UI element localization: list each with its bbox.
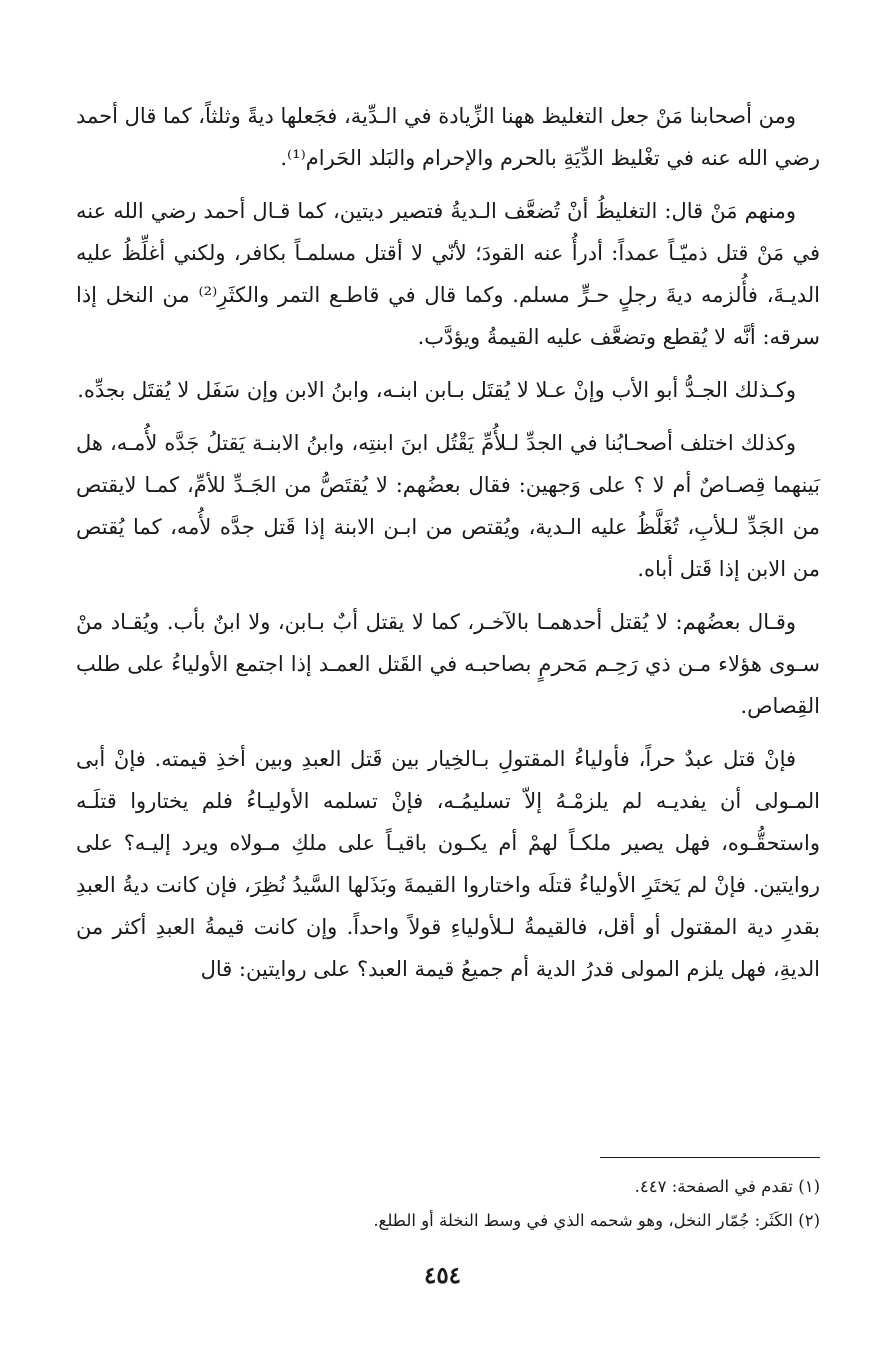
footnotes (76, 1170, 820, 1238)
paragraph-6: فإنْ قتل عبدٌ حراً، فأولياءُ المقتولِ بـالخِيار بين قَتل العبدِ وبين أخذِ قيمته. فإنْ أبى المـولى أن يفديـه لم يلزمْـهُ إلاّ تسليمُـه، فإنْ تسلمه الأوليـاءُ فلم يختاروا قتلَـه واستحقُّـوه، فهل يصير ملكـاً لهمْ أم يكـون باقيـاً على ملكِ مـولاه ويرد إليـه؟ على روايتين. فإنْ لم يَختَرِ الأولياءُ قتلَه واختاروا القيمةَ وبَذَلها السَّيدُ نُظِرَ، فإن كانت ديةُ العبدِ بقدرِ دية المقتول أو أقل، فالقيمةُ لـلأولياءِ قولاً واحداً. وإن كانت قيمةُ العبدِ أكثر من الديةِ، فهل يلزم المولى قدرُ الدية أم جميعُ قيمة العبد؟ على روايتين: قال (76, 747, 820, 981)
footnote-divider (600, 1157, 820, 1158)
footnote-2: (٢) الكَثَر: جُمّار النخل، وهو شحمه الذي في وسط النخلة أو الطلع. (373, 1211, 820, 1230)
paragraph-5: وقـال بعضُهم: لا يُقتل أحدهمـا بالآخـر، كما لا يقتل أبٌ بـابن، ولا ابنٌ بأب. ويُقـاد منْ سـوى هؤلاء مـن ذي رَحِـم مَحرمٍ بصاحبـه في القَتل العمـد إذا اجتمع الأولياءُ على طلب القِصاص. (76, 610, 820, 718)
page-number: ٤٥٤ (423, 1262, 462, 1289)
paragraph-1: ومن أصحابنا مَنْ جعل التغليظ ههنا الزِّيادة في الـدِّية، فجَعلها ديةً وثلثاً، كما قال أحمد رضي الله عنه في تغْليظ الدِّيَةِ بالحرم والإحرام والبَلد الحَرام⁽¹⁾. (76, 104, 820, 170)
paragraph-3: وكـذلك الجـدُّ أبو الأب وإنْ عـلا لا يُقتَل بـابن ابنـه، وابنُ الابن وإن سَفَل لا يُقتَل بجدِّه. (77, 378, 796, 402)
paragraph-4: وكذلك اختلف أصحـابُنا في الجدِّ لـلأُمِّ يَقْتُل ابنَ ابنتِه، وابنُ الابنـة يَقتلُ جَدَّه لأُمـه، هل بَينهما قِصـاصٌ أم لا ؟ على وَجهين: فقال بعضُهم: لا يُقتَصُّ من الجَـدِّ للأمِّ، كمـا لايقتص من الجَدِّ لـلأبِ، تُغَلَّظُ عليه الـدية، ويُقتص من ابـن الابنة إذا قَتل جدَّه لأُمه، كما يُقتص من الابن إذا قَتل أباه. (76, 431, 820, 581)
paragraph-2: ومنهم مَنْ قال: التغليظُ أنْ تُضعَّف الـديةُ فتصير ديتين، كما قـال أحمد رضي الله عنه في مَنْ قتل ذميّـاً عمداً: أدرأُ عنه القودَ؛ لأنّي لا أقتل مسلمـاً بكافر، ولكني أغلِّظُ عليه الديـةَ، فأُلزمه ديةَ رجلٍ حـرٍّ مسلم. وكما قال في قاطـع التمر والكثَرِ⁽²⁾ من النخل إذا سرقه: أنَّه لا يُقطع وتضعَّف عليه القيمةُ ويؤدَّب. (76, 199, 820, 349)
main-text (76, 95, 820, 990)
footnote-1: (١) تقدم في الصفحة: ٤٤٧. (634, 1177, 820, 1196)
